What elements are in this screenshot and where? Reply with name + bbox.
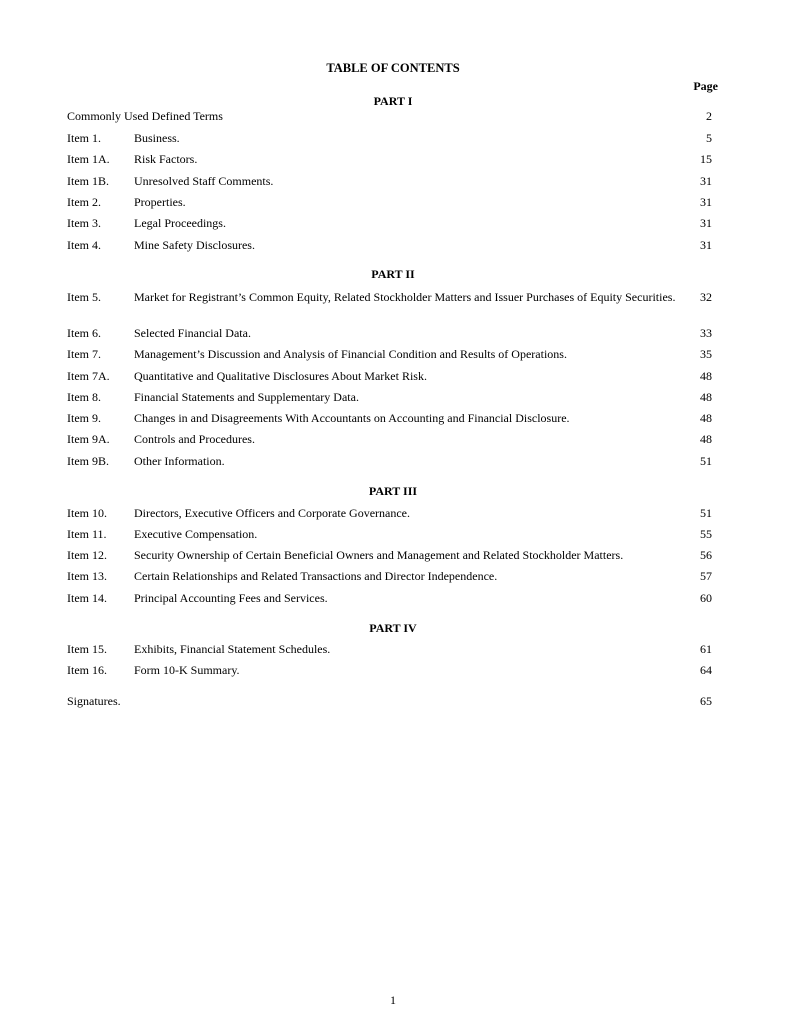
toc-entry[interactable] [67, 663, 712, 677]
toc-entry-title[interactable]: Other Information. [134, 454, 225, 468]
toc-entry-page[interactable]: 61 [700, 642, 712, 656]
toc-entry-item: Item 6. [67, 326, 101, 340]
toc-entry-title[interactable]: Changes in and Disagreements With Accountants on Accounting and Financial Disclosure. [134, 411, 570, 425]
toc-entry-item: Item 16. [67, 663, 107, 677]
toc-entry[interactable] [67, 195, 712, 209]
toc-entry-page[interactable]: 48 [700, 390, 712, 404]
toc-entry-title[interactable]: Properties. [134, 195, 186, 209]
toc-entry-page[interactable]: 5 [706, 131, 712, 145]
toc-entry-page[interactable]: 51 [700, 506, 712, 520]
toc-entry[interactable] [67, 569, 712, 583]
toc-entry-page[interactable]: 31 [700, 238, 712, 252]
toc-entry-item: Item 4. [67, 238, 101, 252]
toc-entry-item: Item 14. [67, 591, 107, 605]
toc-entry[interactable] [67, 548, 712, 562]
toc-entry-title[interactable]: Market for Registrant’s Common Equity, Related Stockholder Matters and Issuer Purchases of Equity Securities. [134, 290, 676, 304]
toc-entry-page[interactable]: 35 [700, 347, 712, 361]
toc-entry-title[interactable]: Mine Safety Disclosures. [134, 238, 255, 252]
toc-entry-page[interactable]: 51 [700, 454, 712, 468]
toc-entry-page[interactable]: 32 [700, 290, 712, 304]
toc-entry-title[interactable]: Legal Proceedings. [134, 216, 226, 230]
toc-entry[interactable] [67, 527, 712, 541]
toc-entry-page[interactable]: 57 [700, 569, 712, 583]
part-heading: PART IV [369, 621, 417, 635]
toc-entry-item: Item 7. [67, 347, 101, 361]
toc-title: TABLE OF CONTENTS [326, 61, 460, 75]
toc-entry[interactable] [67, 326, 712, 340]
toc-entry[interactable] [67, 290, 712, 320]
toc-entry-item: Item 5. [67, 290, 101, 304]
toc-entry-item: Item 15. [67, 642, 107, 656]
toc-entry[interactable] [67, 642, 712, 656]
toc-entry-title[interactable]: Financial Statements and Supplementary Data. [134, 390, 359, 404]
part-heading: PART III [368, 484, 418, 498]
toc-entry-title[interactable]: Executive Compensation. [134, 527, 258, 541]
toc-entry-title[interactable]: Principal Accounting Fees and Services. [134, 591, 328, 605]
toc-entry-title[interactable]: Form 10-K Summary. [134, 663, 240, 677]
toc-entry-item: Item 9. [67, 411, 101, 425]
toc-entry[interactable] [67, 238, 712, 252]
toc-entry-page[interactable]: 48 [700, 432, 712, 446]
toc-entry-title[interactable]: Selected Financial Data. [134, 326, 251, 340]
toc-entry-item: Item 1. [67, 131, 101, 145]
toc-entry-page[interactable]: 31 [700, 216, 712, 230]
toc-entry-page[interactable]: 33 [700, 326, 712, 340]
toc-entry-title[interactable]: Certain Relationships and Related Transactions and Director Independence. [134, 569, 498, 583]
toc-entry[interactable] [67, 432, 712, 446]
toc-entry[interactable] [67, 369, 712, 383]
toc-entry-title[interactable]: Quantitative and Qualitative Disclosures About Market Risk. [134, 369, 427, 383]
toc-entry-item: Item 1B. [67, 174, 109, 188]
toc-entry[interactable] [67, 591, 712, 605]
toc-entry[interactable] [67, 216, 712, 230]
toc-entry-page[interactable]: 64 [700, 663, 712, 677]
toc-entry-title[interactable]: Risk Factors. [134, 152, 198, 166]
toc-entry-title[interactable]: Signatures. [67, 694, 121, 708]
toc-entry-title[interactable]: Security Ownership of Certain Beneficial Owners and Management and Related Stockholder Matters. [134, 548, 624, 562]
toc-entry-page[interactable]: 48 [700, 369, 712, 383]
toc-entry-title[interactable]: Unresolved Staff Comments. [134, 174, 274, 188]
toc-entry-page[interactable]: 31 [700, 174, 712, 188]
part-heading: PART I [373, 94, 413, 108]
toc-entry-page[interactable]: 60 [700, 591, 712, 605]
toc-entry-item: Item 12. [67, 548, 107, 562]
toc-entry-signatures[interactable] [67, 694, 712, 708]
toc-entry[interactable] [67, 131, 712, 145]
toc-entry[interactable] [67, 411, 712, 425]
toc-entry-item: Item 8. [67, 390, 101, 404]
toc-entry-item: Item 13. [67, 569, 107, 583]
toc-entry-page[interactable]: 15 [700, 152, 712, 166]
toc-entry[interactable] [67, 454, 712, 468]
toc-entry-page[interactable]: 56 [700, 548, 712, 562]
toc-entry-item: Item 9B. [67, 454, 109, 468]
toc-entry-page[interactable]: 31 [700, 195, 712, 209]
toc-entry-page[interactable]: 48 [700, 411, 712, 425]
toc-entry-title[interactable]: Business. [134, 131, 180, 145]
toc-entry-item: Item 9A. [67, 432, 110, 446]
toc-entry-page[interactable]: 2 [706, 109, 712, 123]
toc-entry-title[interactable]: Management’s Discussion and Analysis of Financial Condition and Results of Operations. [134, 347, 567, 361]
page-column-header: Page [693, 79, 718, 93]
toc-entry-title[interactable]: Exhibits, Financial Statement Schedules. [134, 642, 331, 656]
toc-entry[interactable] [67, 174, 712, 188]
toc-entry-item: Item 2. [67, 195, 101, 209]
toc-entry[interactable] [67, 347, 712, 361]
toc-entry-item: Item 11. [67, 527, 107, 541]
toc-entry-title[interactable]: Directors, Executive Officers and Corporate Governance. [134, 506, 410, 520]
footer-page-number: 1 [390, 993, 396, 1007]
toc-entry-page[interactable]: 55 [700, 527, 712, 541]
toc-entry-item: Item 1A. [67, 152, 110, 166]
toc-entry-item: Item 7A. [67, 369, 110, 383]
toc-entry-item: Item 10. [67, 506, 107, 520]
toc-entry[interactable] [67, 152, 712, 166]
toc-entry-title[interactable]: Controls and Procedures. [134, 432, 255, 446]
toc-entry-title[interactable]: Commonly Used Defined Terms [67, 109, 223, 123]
toc-entry-item: Item 3. [67, 216, 101, 230]
toc-entry[interactable] [67, 390, 712, 404]
part-heading: PART II [371, 267, 415, 281]
toc-entry[interactable] [67, 506, 712, 520]
toc-entry-page[interactable]: 65 [700, 694, 712, 708]
toc-entry[interactable] [67, 109, 712, 123]
